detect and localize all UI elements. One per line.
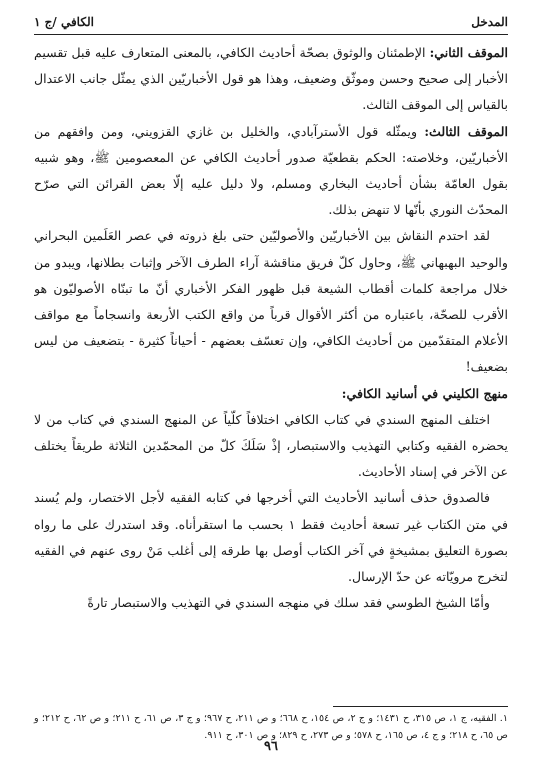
- header-book-volume: الكافي /ج ١: [34, 15, 94, 29]
- main-text: [34, 40, 508, 616]
- paragraph-text: الإطمئنان والوثوق بصحّة أحاديث الكافي، بالمعنى المتعارف عليه قبل تقسيم الأخبار إلى صحيح وحسن وموثّق وضعيف، وهذا هو قول الأخباريّين الذي يمثّل جانب الاعتدال بالقياس إلى الموقف الثالث.: [34, 45, 508, 113]
- paragraph-lead: الموقف الثاني:: [429, 45, 508, 60]
- page-number: ٩٦: [264, 739, 278, 754]
- section-heading: منهج الكليني في أسانيد الكافي:: [341, 385, 508, 401]
- paragraph-text: اختلف المنهج السندي في كتاب الكافي اختلافاً كلّياً عن المنهج السندي في كتاب من لا يحضره الفقيه وكتابي التهذيب والاستبصار، إذْ سَلَكَ كلّ من المحمّدين الثلاثة طريقاً يختلف عن الآخر في إسناد الأحاديث.: [34, 411, 508, 480]
- paragraph-text: ويمثّله قول الأسترآبادي، والخليل بن غازي القزويني، ومن وافقهم من الأخباريّين، وخلاصته: الحكم بقطعيّة صدور أحاديث الكافي عن المعصومين ﷺ، وهو شبيه بقول العامّة بشأن أحاديث البخاري ومسلم، ولا دليل عليه إلّا بعض القرائن التي صرّح المحدّث النوري بأنّها لا تنهض بذلك.: [34, 123, 508, 218]
- paragraph-saduq: [34, 485, 508, 590]
- header-divider: [34, 34, 508, 35]
- paragraph-method-difference: [34, 407, 508, 486]
- paragraph-second-position: [34, 40, 508, 119]
- paragraph-third-position: [34, 119, 508, 224]
- footnote-divider: [333, 706, 508, 707]
- paragraph-tusi: [34, 590, 508, 616]
- paragraph-text: وأمّا الشيخ الطوسي فقد سلك في منهجه السندي في التهذيب والاستبصار تارةً: [87, 595, 490, 611]
- paragraph-debate: [34, 223, 508, 380]
- header-section-title: المدخل: [471, 15, 508, 29]
- paragraph-text: لقد احتدم النقاش بين الأخباريّين والأصوليّين حتى بلغ ذروته في عصر العَلَمين البحراني والوحيد البهبهاني ﷺ، وحاول كلّ فريق مناقشة آراء الطرف الآخر وإثبات بطلانها، ويبدو من خلال مراجعة كلمات أقطاب الشيعة قبل ظهور الفكر الأخباري أنّ ما تبنّاه الأصوليّون هو الأقرب للصحّة، باعتباره من أكثر الأقوال قرباً من واقع الكتب الأربعة وانسجاماً مع مواقف الأعلام المتقدّمين من أحاديث الكافي، وإن تعسّف بعضهم - أحياناً كثيرة - بتضعيف من ليس بضعيف!: [34, 228, 508, 375]
- paragraph-lead: الموقف الثالث:: [424, 123, 508, 139]
- paragraph-text: فالصدوق حذف أسانيد الأحاديث التي أخرجها في كتابه الفقيه لأجل الاختصار، ولم يُسند في متن الكتاب غير تسعة أحاديث فقط ١ بحسب ما استقرأناه. وقد استدرك على ما رواه بصورة التعليق بمشيخةٍ في آخر الكتاب أوصل بها طرقه إلى أغلب مَنْ روى عنهم في الفقيه لتخرج مرويّاته عن حدّ الإرسال.: [34, 490, 508, 585]
- footnote: ١. الفقيه، ج ١، ص ٣١٥، ح ١٤٣١؛ و ج ٢، ص ١٥٤، ح ٦٦٨؛ و ص ٢١١، ح ٩٦٧؛ و ج ٣، ص ٦١، ح ٢١١؛ و ص ٦٢، ح ٢١٢؛ و ص ٦٥، ح ٢١٨؛ و ج ٤، ص ١٦٥، ح ٥٧٨؛ و ص ٢٧٣، ح ٨٢٩؛ و ص ٣٠١، ح ٩١١.: [34, 713, 508, 741]
- running-header: [34, 12, 508, 32]
